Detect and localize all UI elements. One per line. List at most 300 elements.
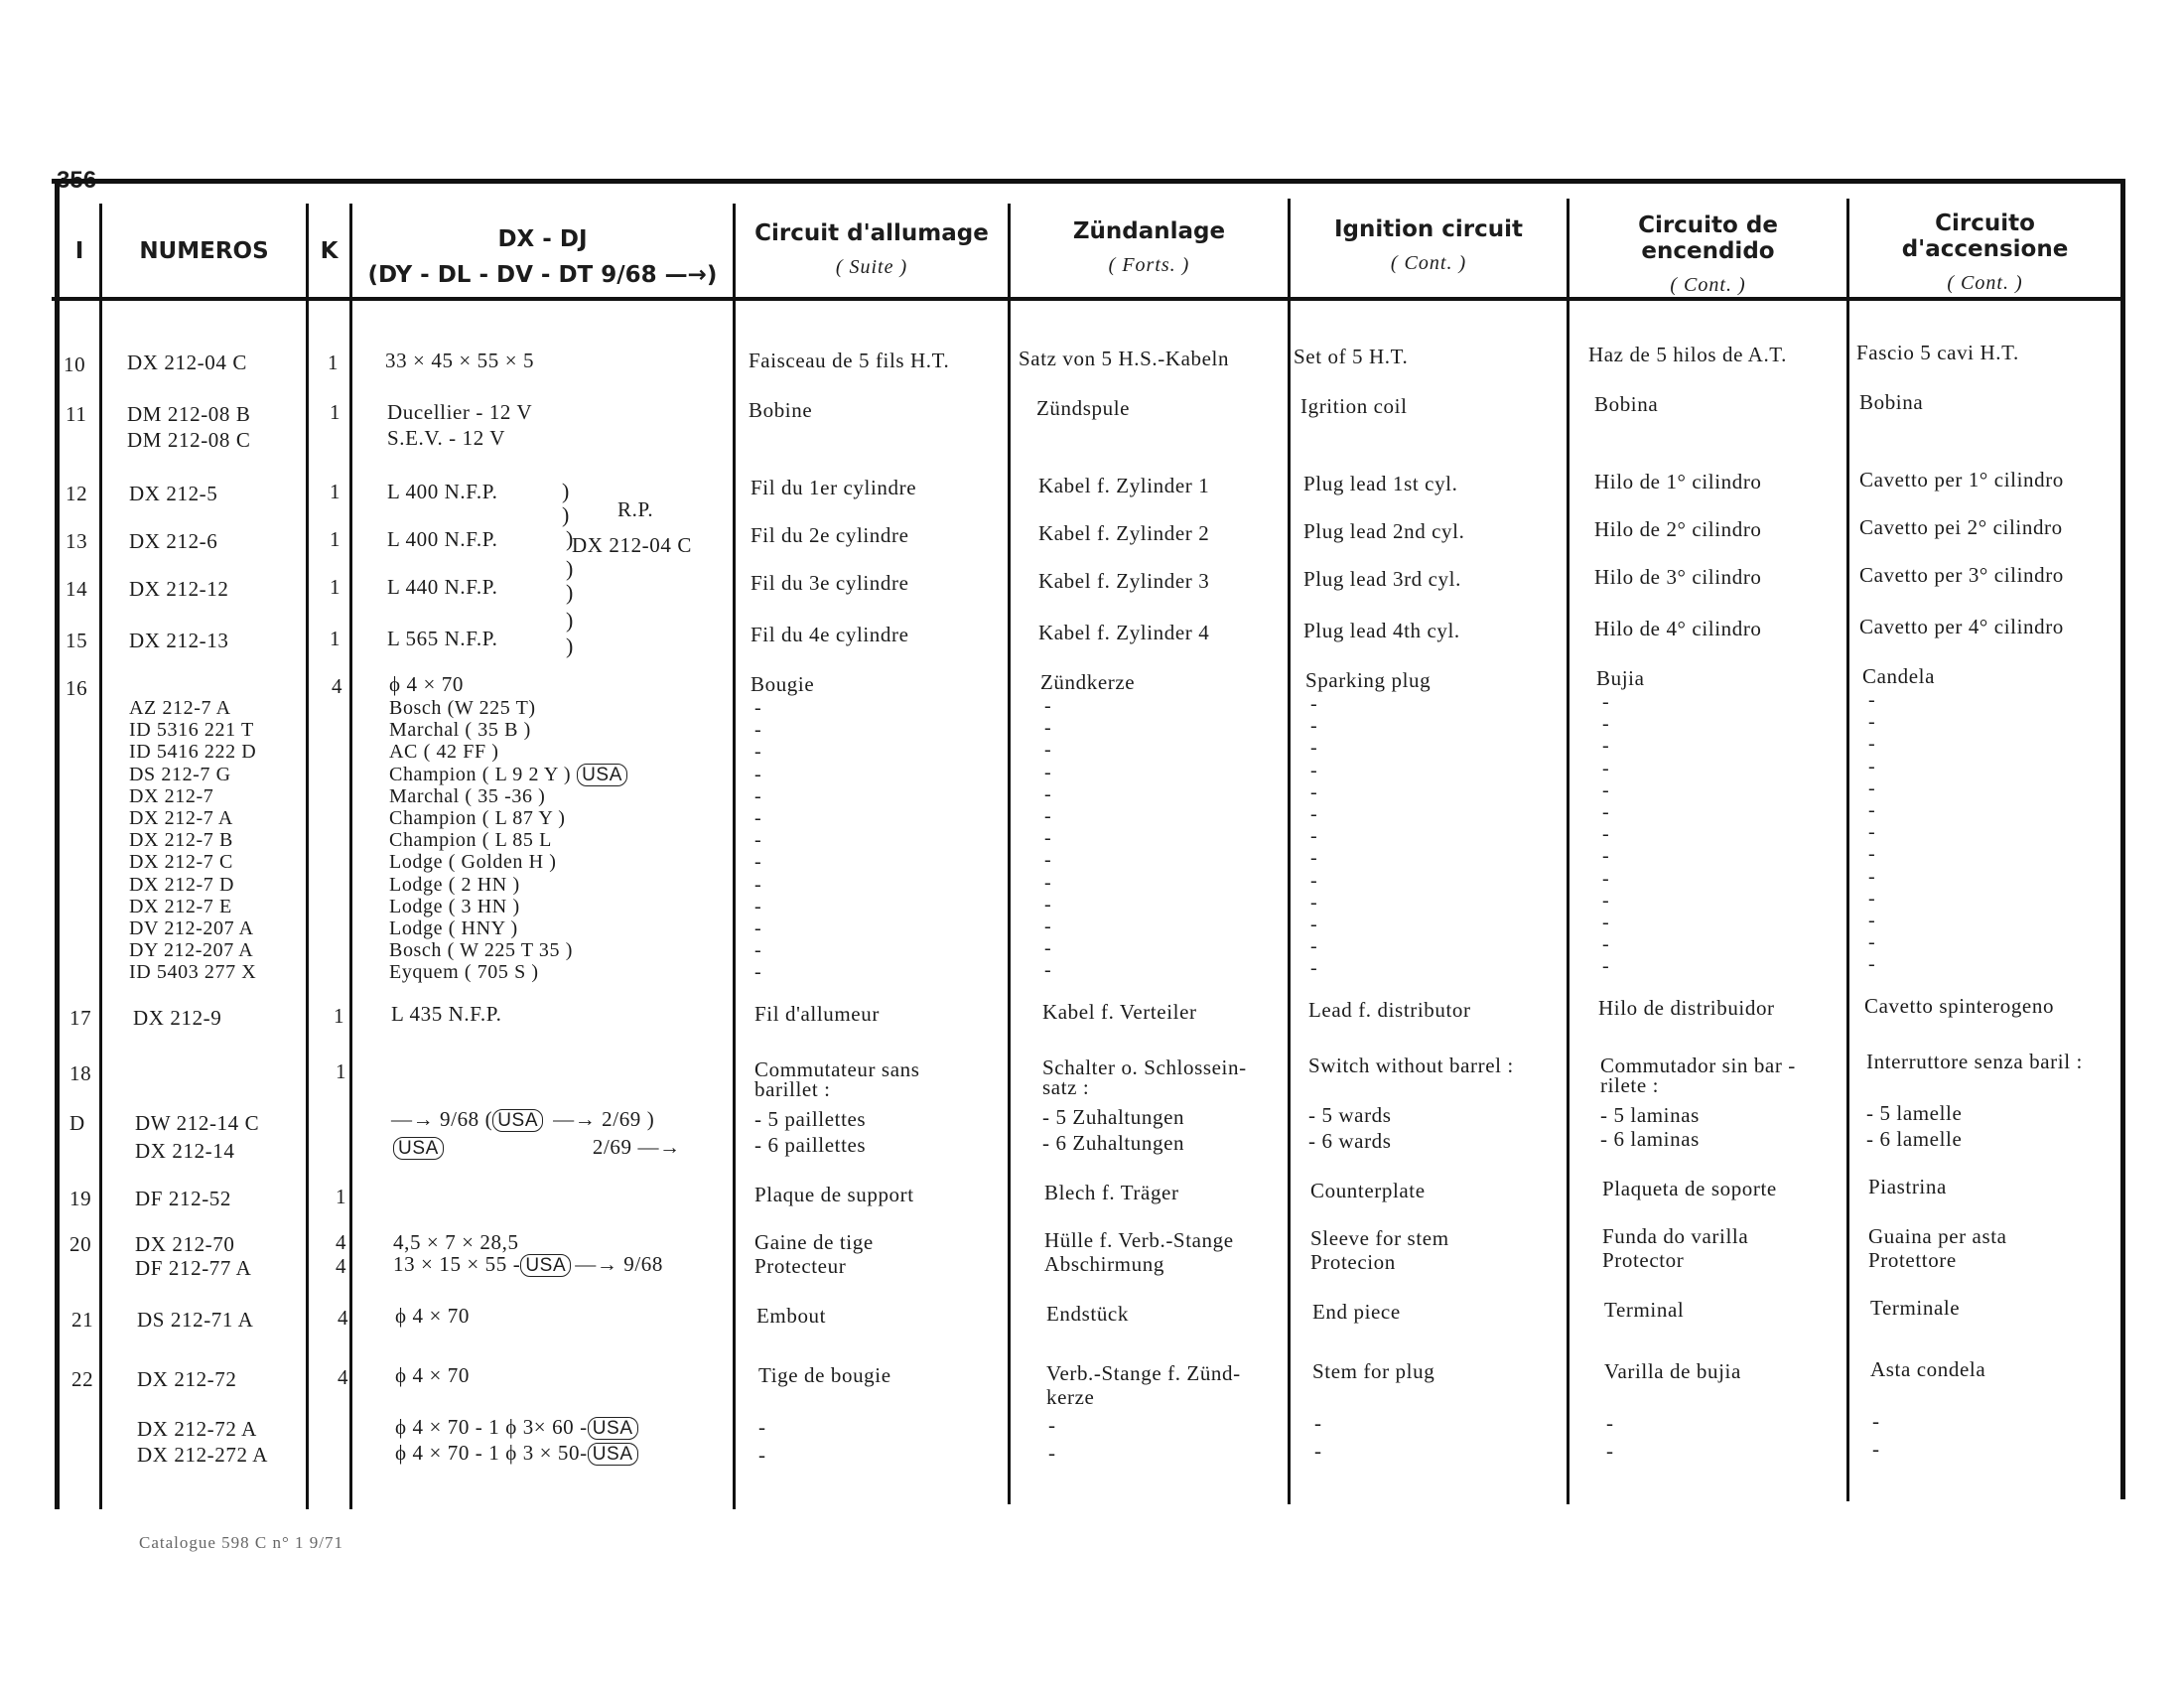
plug-dash-en: - [1310,957,1318,979]
usa-badge: USA [588,1417,638,1440]
desc-en: End piece [1312,1300,1401,1324]
plug-dash-fr: - [754,807,762,829]
plug-dash-de: - [1044,717,1052,739]
desc-fr: - 5 paillettes [754,1107,867,1131]
plug-dash-de: - [1044,915,1052,937]
divider-i [99,204,102,1509]
desc-fr: - [758,1415,766,1439]
spec: ϕ 4 × 70 [389,672,464,696]
plug-brand [389,939,573,961]
plug-part-number: DX 212-7 [129,785,214,807]
row-index: 20 [69,1232,92,1256]
part-number-alt: DM 212-08 C [127,428,251,452]
plug-dash-de: - [1044,849,1052,871]
divider-fr [1008,204,1011,1504]
plug-dash-de: - [1044,827,1052,849]
plug-dash-es: - [1602,955,1610,977]
plug-dash-fr: - [754,917,762,939]
plug-dash-fr: - [754,939,762,961]
desc-it: Terminale [1870,1296,1961,1320]
quantity: 1 [328,351,340,374]
quantity: 1 [330,627,341,650]
quantity: 1 [336,1185,347,1208]
desc-it: Cavetto per 4° cilindro [1859,615,2064,638]
plug-dash-de: - [1044,805,1052,827]
usa-badge: USA [577,764,627,786]
bracket-mark: ) [566,580,574,605]
spec-to: —→ 2/69 ) [553,1107,655,1131]
plug-dash-de: - [1044,783,1052,805]
plug-dash-de: - [1044,959,1052,981]
desc-de: Kabel f. Verteiler [1042,1000,1197,1024]
desc-de: Kabel f. Zylinder 1 [1038,474,1210,497]
plug-part-number: ID 5416 222 D [129,741,257,763]
desc-es-alt: - [1606,1439,1614,1463]
row-index: 19 [69,1187,92,1210]
desc-de: Zündkerze [1040,670,1136,694]
plug-dash-en: - [1310,715,1318,737]
plug-dash-fr: - [754,785,762,807]
quantity: 1 [336,1059,347,1083]
quantity: 1 [330,575,341,599]
desc-fr: Faisceau de 5 fils H.T. [749,349,950,372]
desc-es: Hilo de 4° cilindro [1594,617,1762,640]
plug-dash-it: - [1868,689,1876,711]
plug-dash-de: - [1044,937,1052,959]
header-es: Circuito de encendido ( Cont. ) [1638,212,1778,296]
plug-dash-es: - [1602,691,1610,713]
desc-en: Plug lead 4th cyl. [1303,619,1460,642]
desc-de-cont: kerze [1046,1385,1095,1409]
plug-dash-fr: - [754,896,762,917]
header-i: I [74,238,84,264]
quantity-alt: 4 [336,1254,347,1278]
desc-en: Sleeve for stem [1310,1226,1449,1250]
quantity: 1 [334,1004,345,1028]
desc-es: Hilo de 2° cilindro [1594,517,1762,541]
desc-en-alt: - 6 wards [1308,1129,1392,1153]
plug-brand [389,807,565,829]
spec: Ducellier - 12 V [387,400,533,424]
part-number: DX 212-13 [129,629,229,652]
desc-es: Plaqueta de soporte [1602,1177,1777,1200]
plug-dash-es: - [1602,868,1610,890]
bracket-mark: ) [562,479,570,503]
spec-alt [393,1136,681,1160]
desc-es: Hilo de 3° cilindro [1594,565,1762,589]
desc-de: Endstück [1046,1302,1129,1326]
desc-en: Set of 5 H.T. [1294,345,1409,368]
desc-de-alt: - [1048,1441,1056,1465]
desc-fr: Embout [756,1304,827,1328]
desc-es-alt: Protector [1602,1248,1685,1272]
quantity: 4 [332,674,343,698]
header-dx: DX - DJ (DY - DL - DV - DT 9/68 —→) [367,226,718,288]
desc-fr: Bougie [751,672,815,696]
plug-brand [389,697,536,719]
spec-alt-dims: 13 × 15 × 55 - [393,1252,521,1276]
desc-de-alt: Abschirmung [1044,1252,1164,1276]
plug-dash-it: - [1868,821,1876,843]
bracket-mark: ) [562,502,570,527]
rp-label: R.P. [617,497,654,521]
desc-de: Kabel f. Zylinder 2 [1038,521,1210,545]
plug-brand-text: Champion ( L 85 L [389,829,552,851]
desc-it-alt: - [1872,1437,1880,1461]
desc-it: Asta condela [1870,1357,1986,1381]
plug-dash-en: - [1310,781,1318,803]
quantity: 1 [330,480,341,503]
desc-en: Plug lead 1st cyl. [1303,472,1458,495]
catalogue-footer: Catalogue 598 C n° 1 9/71 [139,1533,344,1552]
spec-alt [395,1442,638,1466]
desc-fr: Gaine de tige [754,1230,874,1254]
part-number: DX 212-70 [135,1232,235,1256]
desc-es: Funda do varilla [1602,1224,1749,1248]
plug-dash-de: - [1044,894,1052,915]
plug-part-number: ID 5316 221 T [129,719,254,741]
divider-numeros [306,204,309,1509]
plug-dash-en: - [1310,737,1318,759]
plug-brand-text: Lodge ( 2 HN ) [389,874,520,896]
desc-es: - [1606,1411,1614,1435]
row-index: 21 [71,1308,94,1332]
desc-de: Hülle f. Verb.-Stange [1044,1228,1234,1252]
spec [395,1416,638,1440]
spec: L 435 N.F.P. [391,1002,502,1026]
desc-de-cont: satz : [1042,1075,1090,1099]
plug-brand-text: Bosch (W 225 T) [389,697,536,719]
quantity: 1 [330,400,341,424]
row-index: 11 [66,402,87,426]
quantity: 4 [338,1365,349,1389]
desc-es: Varilla de bujia [1604,1359,1741,1383]
part-number: DF 212-52 [135,1187,231,1210]
desc-it: Fascio 5 cavi H.T. [1856,341,2019,364]
desc-fr-alt: - [758,1443,766,1467]
desc-es-cont: rilete : [1600,1073,1660,1097]
plug-dash-fr: - [754,764,762,785]
desc-it: Cavetto per 1° cilindro [1859,468,2064,492]
plug-dash-es: - [1602,713,1610,735]
part-number: DX 212-6 [129,529,218,553]
desc-en: - [1314,1411,1322,1435]
desc-it-alt: Protettore [1868,1248,1957,1272]
plug-dash-en: - [1310,892,1318,914]
desc-en: Plug lead 2nd cyl. [1303,519,1465,543]
spec-alt-text: ϕ 4 × 70 - 1 ϕ 3 × 50- [395,1441,588,1465]
plug-part-number: DY 212-207 A [129,939,254,961]
desc-it: Cavetto pei 2° cilindro [1859,515,2063,539]
row-index: D [69,1111,85,1135]
desc-it: Cavetto per 3° cilindro [1859,563,2064,587]
plug-dash-es: - [1602,912,1610,933]
plug-brand [389,851,557,873]
desc-de: Schalter o. Schlossein- [1042,1055,1247,1079]
desc-en: - 5 wards [1308,1103,1392,1127]
part-number-alt: DX 212-14 [135,1139,235,1163]
desc-es-alt: - 6 laminas [1600,1127,1700,1151]
plug-brand [389,719,531,741]
spec-alt: S.E.V. - 12 V [387,426,506,450]
quantity: 4 [336,1230,347,1254]
desc-fr-alt: - 6 paillettes [754,1133,867,1157]
spec: ϕ 4 × 70 [395,1363,470,1387]
plug-brand [389,741,499,763]
plug-part-number: DV 212-207 A [129,917,254,939]
spec-text: ϕ 4 × 70 - 1 ϕ 3× 60 - [395,1415,588,1439]
part-number: DX 212-72 [137,1367,237,1391]
plug-brand [389,764,627,786]
desc-it-alt: - 6 lamelle [1866,1127,1963,1151]
divider-dx [733,204,736,1509]
plug-dash-en: - [1310,760,1318,781]
desc-it: Bobina [1859,390,1924,414]
desc-fr: Commutateur sans [754,1057,920,1081]
plug-part-number: DX 212-7 D [129,874,234,896]
desc-fr: Fil du 3e cylindre [751,571,909,595]
plug-brand-text: Lodge ( 3 HN ) [389,896,520,917]
spec [391,1108,654,1132]
desc-fr-alt: Protecteur [754,1254,847,1278]
plug-dash-es: - [1602,823,1610,845]
desc-en-alt: Protecion [1310,1250,1396,1274]
header-k: K [320,238,339,264]
plug-brand [389,874,520,896]
desc-fr: Fil d'allumeur [754,1002,880,1026]
desc-it: Interruttore senza baril : [1866,1050,2083,1073]
row-index: 12 [66,482,88,505]
header-fr: Circuit d'allumage ( Suite ) [754,220,989,278]
plug-brand [389,961,539,983]
plug-dash-en: - [1310,847,1318,869]
header-bottom-border [52,297,2122,301]
desc-es: Bujia [1596,666,1645,690]
part-number-alt: DX 212-272 A [137,1443,269,1467]
spec: L 400 N.F.P. [387,527,498,551]
quantity: 1 [330,527,341,551]
plug-dash-de: - [1044,762,1052,783]
plug-brand [389,917,518,939]
part-number: DX 212-12 [129,577,229,601]
rp-reference: DX 212-04 C [572,533,692,557]
part-number: DM 212-08 B [127,402,251,426]
row-index: 22 [71,1367,94,1391]
row-index: 10 [64,352,86,376]
plug-brand-text: Lodge ( Golden H ) [389,851,557,873]
quantity: 4 [338,1306,349,1330]
plug-dash-it: - [1868,799,1876,821]
desc-en: Counterplate [1310,1179,1426,1202]
plug-part-number: DX 212-7 B [129,829,233,851]
plug-brand-text: Eyquem ( 705 S ) [389,961,539,983]
header-it: Circuito d'accensione ( Cont. ) [1901,211,2069,294]
desc-es: Commutador sin bar - [1600,1054,1796,1077]
bracket-mark: ) [566,526,574,551]
plug-part-number: DS 212-7 G [129,764,231,785]
plug-brand-text: Marchal ( 35 B ) [389,719,531,741]
plug-dash-fr: - [754,719,762,741]
desc-de: Blech f. Träger [1044,1181,1179,1204]
right-border [2120,179,2125,1499]
row-index: 15 [66,629,88,652]
plug-dash-es: - [1602,845,1610,867]
spec: ϕ 4 × 70 [395,1304,470,1328]
desc-fr: Fil du 1er cylindre [751,476,917,499]
plug-dash-it: - [1868,843,1876,865]
spec-alt-date: 2/69 —→ [592,1135,681,1159]
plug-dash-es: - [1602,890,1610,912]
plug-dash-es: - [1602,735,1610,757]
plug-dash-es: - [1602,933,1610,955]
plug-dash-es: - [1602,758,1610,779]
desc-it: - [1872,1409,1880,1433]
left-border [55,179,60,1509]
desc-de: - 5 Zuhaltungen [1042,1105,1185,1129]
plug-brand-text: Lodge ( HNY ) [389,917,518,939]
desc-it: - 5 lamelle [1866,1101,1963,1125]
plug-brand [389,785,545,807]
plug-dash-it: - [1868,888,1876,910]
desc-en: Lead f. distributor [1308,998,1471,1022]
plug-dash-fr: - [754,874,762,896]
desc-en: Switch without barrel : [1308,1054,1514,1077]
spec-alt-date: —→ 9/68 [575,1252,664,1276]
plug-dash-de: - [1044,739,1052,761]
header-en: Ignition circuit ( Cont. ) [1333,216,1524,274]
row-index: 18 [69,1061,92,1085]
desc-it: Piastrina [1868,1175,1947,1198]
divider-es [1846,199,1849,1501]
plug-dash-en: - [1310,935,1318,957]
spec: L 400 N.F.P. [387,480,498,503]
desc-it: Guaina per asta [1868,1224,2007,1248]
header-de: Zündanlage ( Forts. ) [1072,218,1226,276]
part-number: DS 212-71 A [137,1308,254,1332]
row-index: 16 [66,676,88,700]
spec: L 440 N.F.P. [387,575,498,599]
spec-from: —→ 9/68 ( [391,1107,493,1131]
part-number: DX 212-5 [129,482,218,505]
plug-dash-it: - [1868,711,1876,733]
table-top-border [52,179,2122,184]
plug-brand [389,896,520,917]
plug-dash-en: - [1310,914,1318,935]
part-number-alt: DF 212-77 A [135,1256,252,1280]
plug-part-number: DX 212-7 E [129,896,232,917]
desc-de: Satz von 5 H.S.-Kabeln [1019,347,1230,370]
plug-dash-de: - [1044,695,1052,717]
plug-brand [389,829,552,851]
desc-es: Hilo de distribuidor [1598,996,1775,1020]
plug-dash-it: - [1868,733,1876,755]
desc-fr-cont: barillet : [754,1077,831,1101]
plug-dash-it: - [1868,866,1876,888]
plug-dash-fr: - [754,961,762,983]
plug-dash-fr: - [754,741,762,763]
desc-de: Kabel f. Zylinder 4 [1038,621,1210,644]
part-number: DX 212-72 A [137,1417,257,1441]
plug-dash-fr: - [754,851,762,873]
plug-dash-it: - [1868,777,1876,799]
plug-dash-it: - [1868,953,1876,975]
desc-de: Kabel f. Zylinder 3 [1038,569,1210,593]
usa-badge: USA [393,1137,444,1160]
part-number: DW 212-14 C [135,1111,260,1135]
desc-en: Sparking plug [1305,668,1432,692]
plug-part-number: DX 212-7 A [129,807,233,829]
desc-de: - [1048,1413,1056,1437]
plug-brand-text: AC ( 42 FF ) [389,741,499,763]
spec: 33 × 45 × 55 × 5 [385,349,535,372]
plug-part-number: AZ 212-7 A [129,697,231,719]
desc-fr: Plaque de support [754,1183,914,1206]
divider-en [1567,199,1570,1504]
header-numeros: NUMEROS [139,238,269,264]
usa-badge: USA [588,1443,638,1466]
plug-dash-de: - [1044,872,1052,894]
desc-en: Igrition coil [1300,394,1408,418]
plug-dash-es: - [1602,801,1610,823]
row-index: 17 [69,1006,92,1030]
desc-es: Bobina [1594,392,1659,416]
bracket-mark: ) [566,608,574,633]
plug-dash-es: - [1602,779,1610,801]
desc-it: Cavetto spinterogeno [1864,994,2055,1018]
desc-fr: Bobine [749,398,813,422]
divider-k [349,204,352,1509]
plug-dash-it: - [1868,910,1876,931]
part-number: DX 212-04 C [127,351,247,374]
row-index: 14 [66,577,88,601]
plug-brand-text: Champion ( L 9 2 Y ) [389,764,572,785]
desc-de: Zündspule [1036,396,1131,420]
plug-part-number: ID 5403 277 X [129,961,257,983]
desc-fr: Fil du 4e cylindre [751,623,909,646]
desc-en: Stem for plug [1312,1359,1435,1383]
desc-fr: Tige de bougie [758,1363,891,1387]
spec: 4,5 × 7 × 28,5 [393,1230,519,1254]
desc-fr: Fil du 2e cylindre [751,523,909,547]
plug-brand-text: Champion ( L 87 Y ) [389,807,566,829]
plug-brand-text: Bosch ( W 225 T 35 ) [389,939,573,961]
desc-en: Plug lead 3rd cyl. [1303,567,1461,591]
plug-dash-en: - [1310,693,1318,715]
plug-dash-it: - [1868,756,1876,777]
plug-brand-text: Marchal ( 35 -36 ) [389,785,546,807]
desc-es: Terminal [1604,1298,1685,1322]
desc-es: Haz de 5 hilos de A.T. [1588,343,1788,366]
divider-de [1288,199,1291,1504]
desc-es: Hilo de 1° cilindro [1594,470,1762,493]
usa-badge: USA [520,1254,571,1277]
desc-it: Candela [1862,664,1936,688]
plug-part-number: DX 212-7 C [129,851,233,873]
bracket-mark: ) [566,633,574,658]
spec-alt [393,1253,663,1277]
part-number: DX 212-9 [133,1006,222,1030]
plug-dash-en: - [1310,825,1318,847]
spec: L 565 N.F.P. [387,627,498,650]
desc-de-alt: - 6 Zuhaltungen [1042,1131,1185,1155]
plug-dash-fr: - [754,829,762,851]
plug-dash-en: - [1310,870,1318,892]
desc-en-alt: - [1314,1439,1322,1463]
desc-de: Verb.-Stange f. Zünd- [1046,1361,1241,1385]
plug-dash-fr: - [754,697,762,719]
desc-es: - 5 laminas [1600,1103,1700,1127]
bracket-mark: ) [566,556,574,581]
